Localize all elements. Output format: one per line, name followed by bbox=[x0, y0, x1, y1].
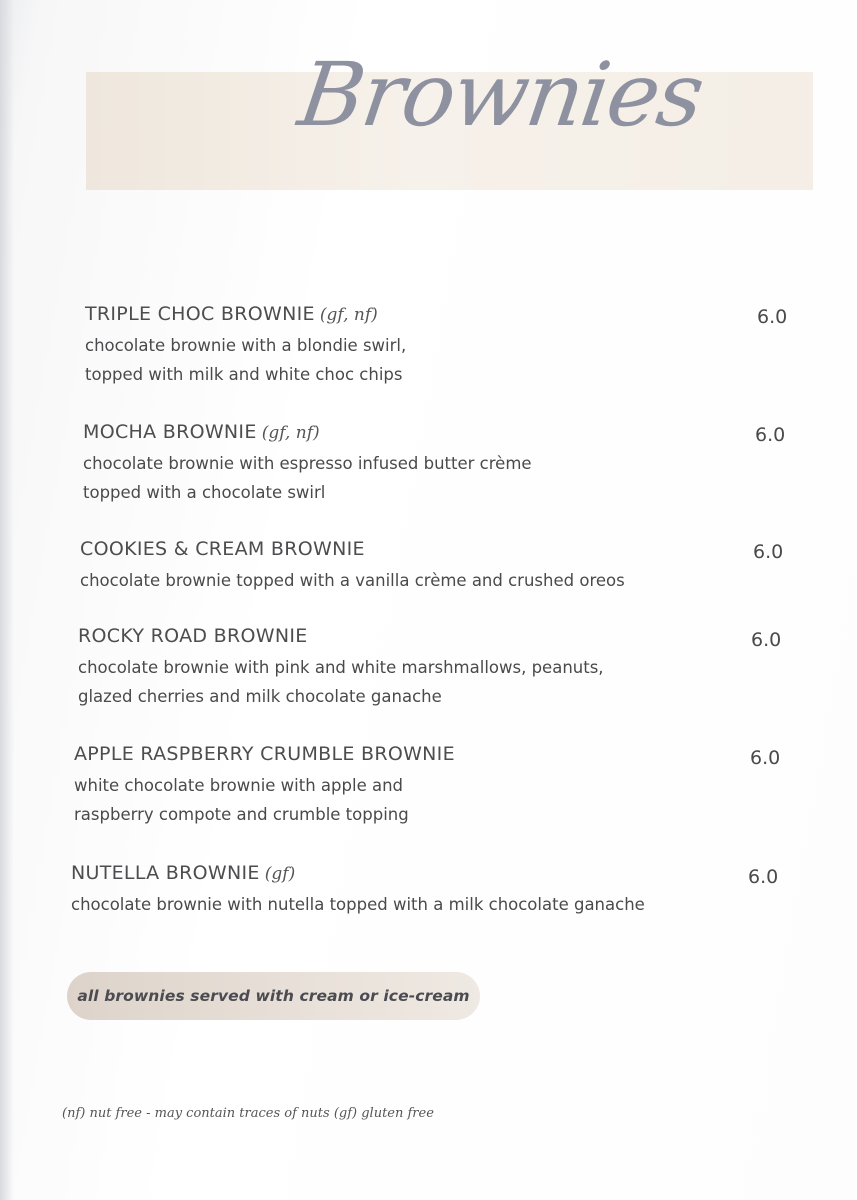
menu-item-heading bbox=[85, 303, 406, 325]
menu-item-name: ROCKY ROAD BROWNIE bbox=[78, 625, 308, 647]
menu-item-desc-line: chocolate brownie with nutella topped with a milk chocolate ganache bbox=[71, 895, 645, 914]
menu-item-desc-line: chocolate brownie with espresso infused butter crème bbox=[83, 454, 532, 473]
menu-item-apple-raspberry bbox=[74, 743, 455, 829]
menu-item-desc-line: topped with milk and white choc chips bbox=[85, 365, 403, 384]
menu-item-triple-choc bbox=[85, 303, 406, 389]
menu-item-heading bbox=[71, 862, 645, 884]
menu-item-rocky-road bbox=[78, 625, 604, 711]
menu-item-tags: (gf, nf) bbox=[261, 423, 320, 443]
menu-item-price: 6.0 bbox=[748, 866, 779, 888]
menu-item-name: TRIPLE CHOC BROWNIE bbox=[85, 303, 315, 325]
menu-item-desc-line: white chocolate brownie with apple and bbox=[74, 776, 404, 795]
menu-item-heading bbox=[80, 538, 625, 560]
menu-item-desc-line: topped with a chocolate swirl bbox=[83, 483, 326, 502]
menu-item-description bbox=[74, 771, 455, 829]
page-title: Brownies bbox=[292, 43, 709, 146]
menu-item-tags: (gf, nf) bbox=[319, 305, 378, 325]
menu-item-desc-line: chocolate brownie topped with a vanilla crème and crushed oreos bbox=[80, 571, 625, 590]
page-edge-shadow bbox=[0, 0, 14, 1200]
menu-item-name: MOCHA BROWNIE bbox=[83, 421, 257, 443]
menu-item-heading bbox=[83, 421, 532, 443]
menu-item-name: APPLE RASPBERRY CRUMBLE BROWNIE bbox=[74, 743, 455, 765]
menu-item-price: 6.0 bbox=[751, 629, 782, 651]
menu-item-price: 6.0 bbox=[755, 424, 786, 446]
menu-item-price: 6.0 bbox=[753, 541, 784, 563]
serving-note-badge bbox=[67, 972, 480, 1020]
menu-item-desc-line: glazed cherries and milk chocolate ganache bbox=[78, 687, 442, 706]
menu-item-description bbox=[71, 890, 645, 919]
menu-item-price: 6.0 bbox=[757, 306, 788, 328]
menu-item-description bbox=[80, 566, 625, 595]
menu-item-mocha bbox=[83, 421, 532, 507]
menu-item-heading bbox=[74, 743, 455, 765]
menu-item-description bbox=[78, 653, 604, 711]
menu-item-description bbox=[83, 449, 532, 507]
menu-item-desc-line: chocolate brownie with a blondie swirl, bbox=[85, 336, 407, 355]
menu-item-name: COOKIES & CREAM BROWNIE bbox=[80, 538, 365, 560]
menu-item-desc-line: raspberry compote and crumble topping bbox=[74, 805, 409, 824]
dietary-footnote: (nf) nut free - may contain traces of nuts (gf) gluten free bbox=[62, 1106, 434, 1121]
menu-item-heading bbox=[78, 625, 604, 647]
menu-item-description bbox=[85, 331, 406, 389]
menu-item-nutella bbox=[71, 862, 645, 919]
menu-item-name: NUTELLA BROWNIE bbox=[71, 862, 260, 884]
serving-note-text: all brownies served with cream or ice-cream bbox=[77, 987, 470, 1005]
menu-item-desc-line: chocolate brownie with pink and white marshmallows, peanuts, bbox=[78, 658, 604, 677]
menu-item-price: 6.0 bbox=[750, 747, 781, 769]
menu-item-cookies-cream bbox=[80, 538, 625, 595]
menu-item-tags: (gf) bbox=[264, 864, 296, 884]
